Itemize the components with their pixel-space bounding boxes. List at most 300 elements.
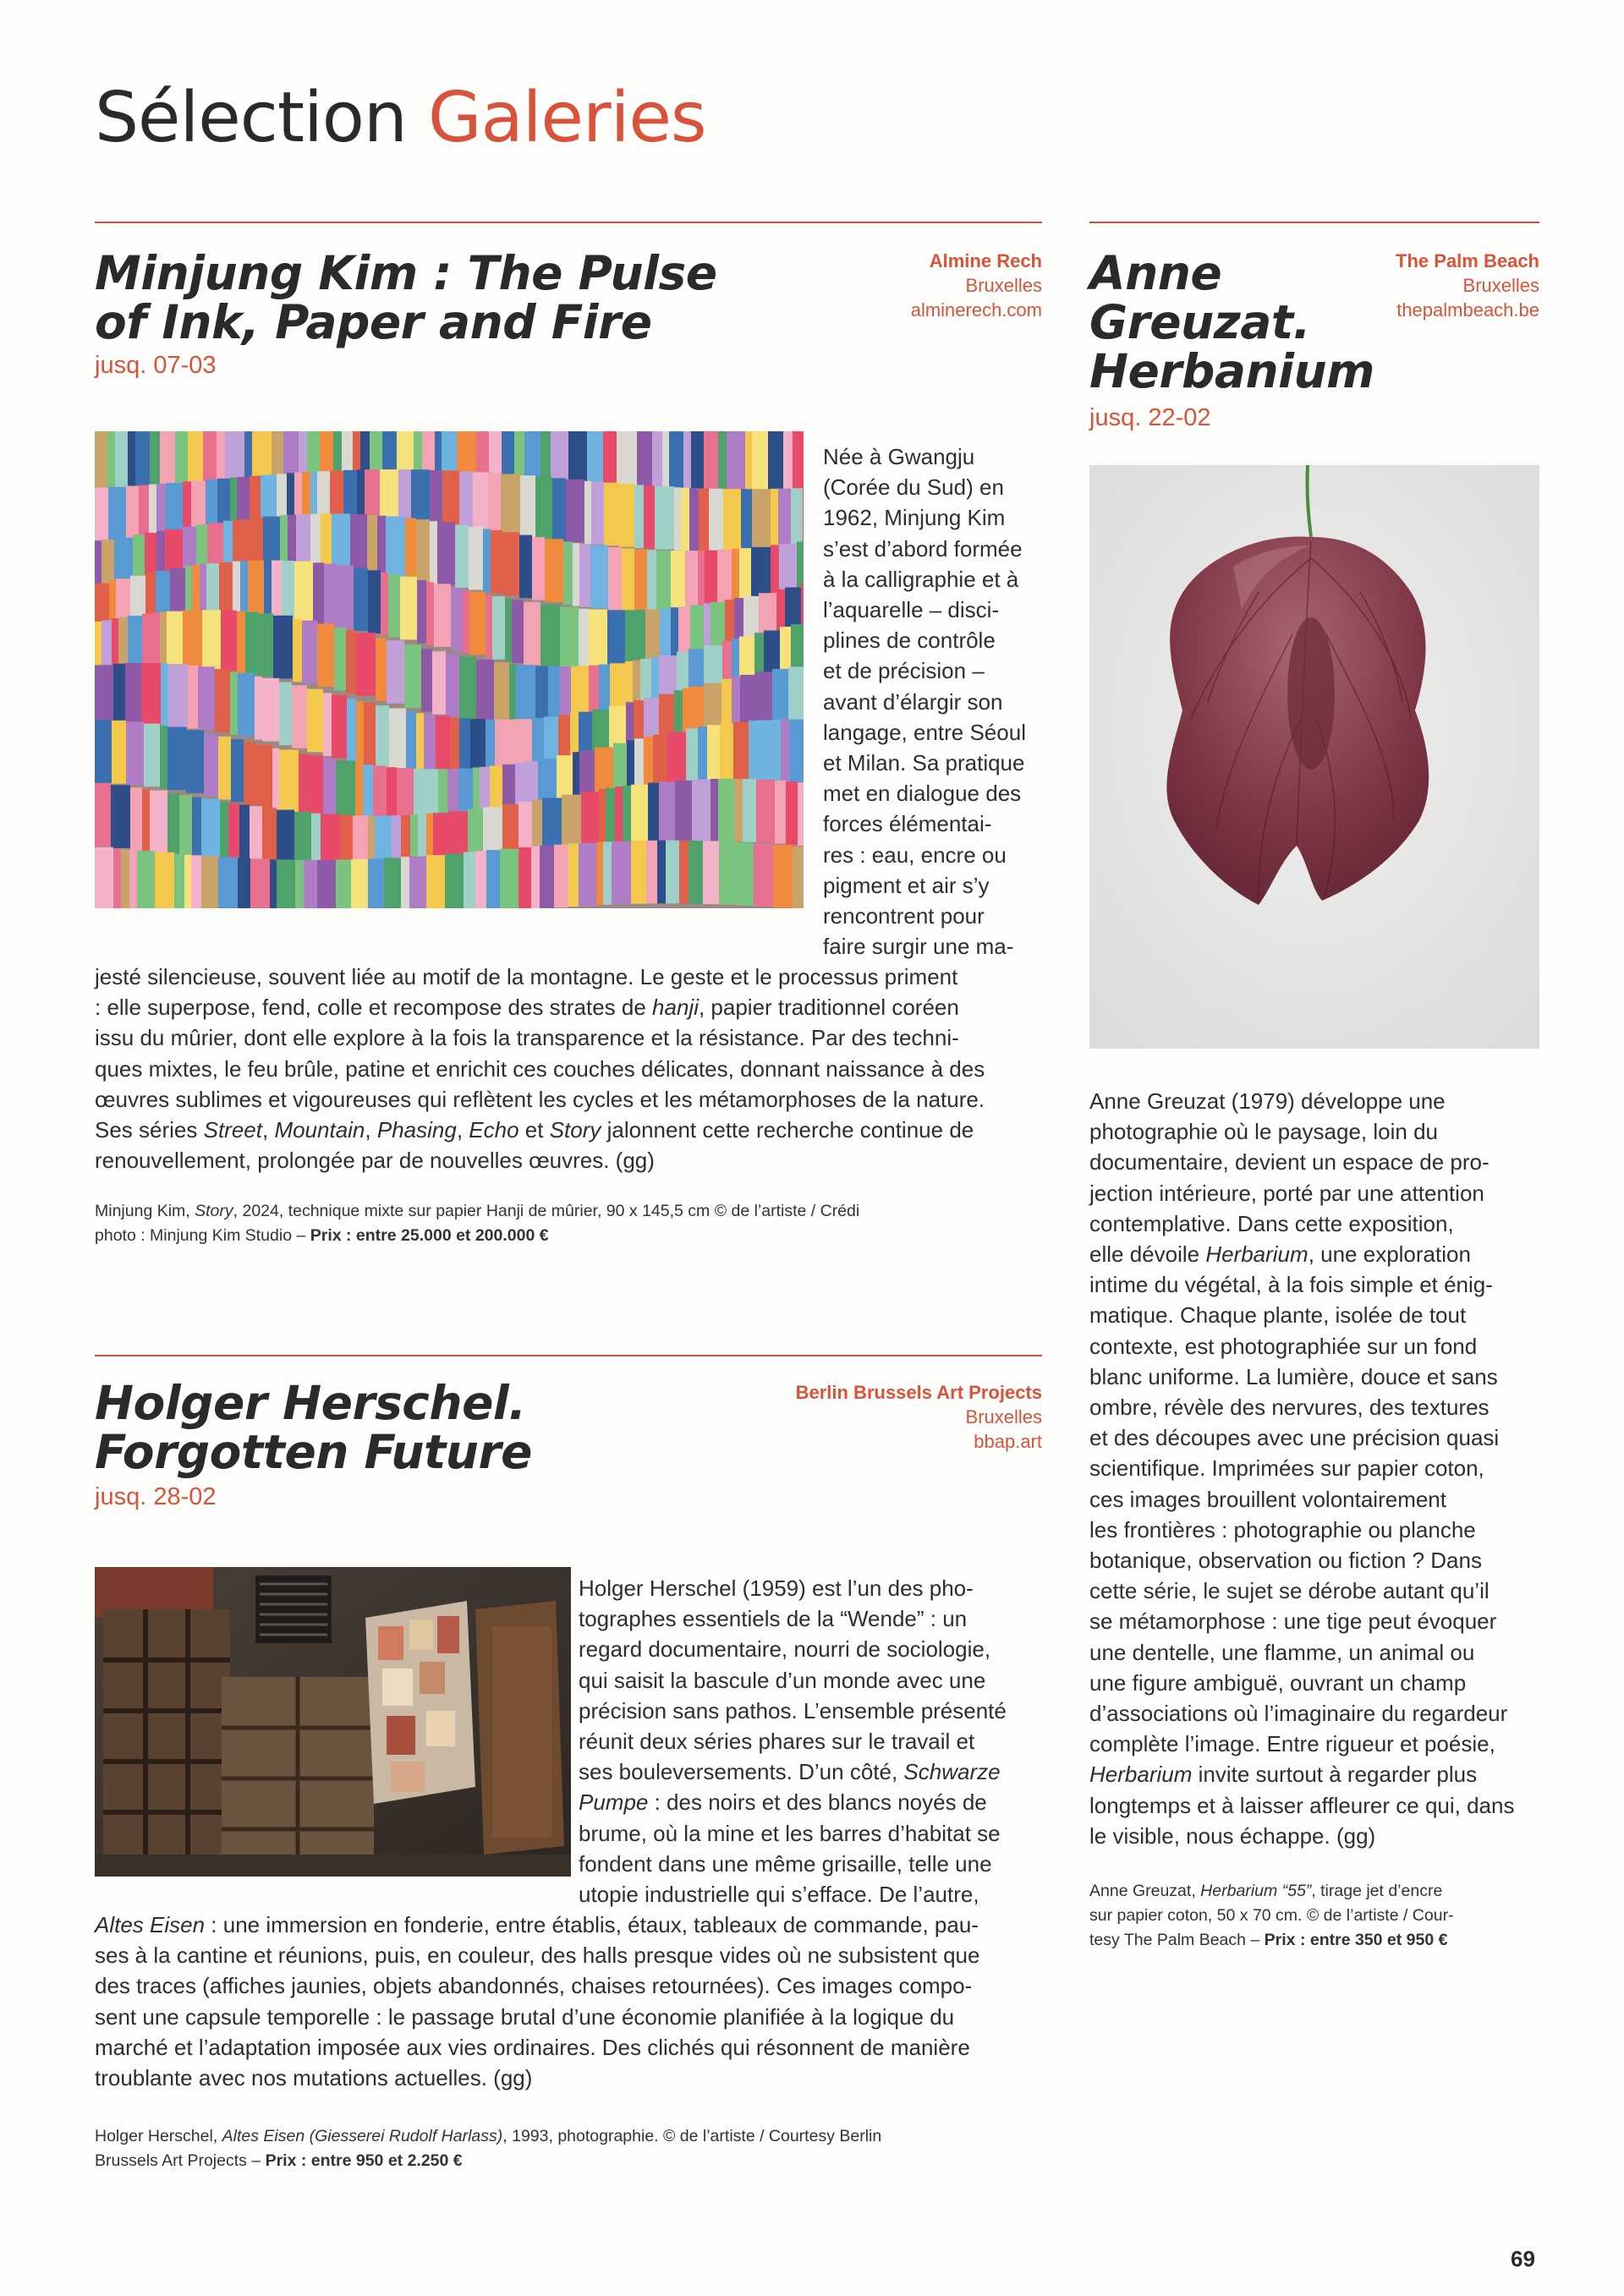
artwork-strip bbox=[768, 431, 783, 490]
artwork-strip bbox=[756, 721, 774, 784]
text-line: des traces (affiches jaunies, objets abandonnés, chaises retournées). Ces images compo- bbox=[95, 1973, 973, 1999]
article-title bbox=[95, 1378, 532, 1477]
artwork-strip bbox=[475, 851, 486, 908]
artwork-strip bbox=[518, 847, 531, 908]
artwork-strip bbox=[220, 802, 228, 865]
artwork-strip bbox=[201, 798, 220, 862]
artwork-strip bbox=[505, 599, 512, 662]
text-line: botanique, observation ou fiction ? Dans bbox=[1089, 1548, 1482, 1574]
artwork-strip bbox=[376, 705, 389, 769]
artwork-strip bbox=[292, 685, 307, 748]
artwork-strip bbox=[727, 431, 745, 490]
artwork-strip bbox=[215, 669, 230, 732]
artwork-strip bbox=[743, 779, 756, 842]
artwork-strip bbox=[634, 549, 647, 612]
text-line: jection intérieure, porté par une attention bbox=[1089, 1180, 1484, 1206]
artwork-strip bbox=[167, 793, 179, 857]
artwork-strip bbox=[540, 605, 560, 668]
gallery-city: Bruxelles bbox=[965, 275, 1042, 296]
artwork-strip bbox=[160, 726, 167, 789]
artwork-strip bbox=[142, 789, 150, 852]
gallery-name: The Palm Beach bbox=[1396, 250, 1539, 271]
text-line: ques mixtes, le feu brûle, patine et enrichit ces couches délicates, donnant naissance à des bbox=[95, 1055, 985, 1082]
artwork-strip bbox=[367, 515, 377, 578]
artwork-strip bbox=[317, 860, 336, 908]
artwork-strip bbox=[689, 488, 699, 551]
page-title-part1: Sélection bbox=[95, 78, 407, 158]
page-title-part2: Galeries bbox=[427, 78, 706, 158]
artwork-strip bbox=[313, 562, 324, 626]
artwork-strip bbox=[347, 699, 356, 762]
artwork-strip bbox=[294, 562, 313, 625]
image-caption: Holger Herschel, Altes Eisen (Giesserei Rudolf Harlass), 1993, photographie. © de l’artiste / Courtesy Berlin Brussels Art Projects – Prix : entre 950 et 2.250 € bbox=[95, 2127, 882, 2170]
page-title bbox=[95, 78, 706, 158]
artwork-strip bbox=[184, 855, 191, 908]
artwork-strip bbox=[512, 600, 524, 663]
artwork-strip bbox=[95, 847, 113, 908]
artwork-strip bbox=[416, 519, 430, 583]
artwork-strip bbox=[749, 721, 756, 784]
artwork-strip bbox=[160, 431, 175, 490]
artwork-strip bbox=[324, 564, 337, 627]
text-line: jesté silencieuse, souvent liée au motif de la montagne. Le geste et le processus priment bbox=[95, 964, 958, 989]
artwork-strip bbox=[426, 582, 434, 645]
artwork-strip bbox=[723, 489, 741, 552]
text-line: rencontrent pour bbox=[823, 903, 985, 929]
artwork-strip bbox=[421, 649, 432, 712]
text-line: issu du mûrier, dont elle explore à la fois la transparence et la résistance. Par des techni- bbox=[95, 1025, 959, 1051]
artwork-strip bbox=[404, 644, 421, 708]
artwork-strip bbox=[262, 678, 279, 742]
artwork-strip bbox=[803, 488, 804, 551]
artwork-image-minjung-kim bbox=[95, 431, 804, 908]
artwork-strip bbox=[356, 701, 364, 764]
artwork-strip bbox=[256, 745, 272, 808]
artwork-strip bbox=[568, 843, 579, 907]
artwork-strip bbox=[430, 521, 437, 584]
artwork-strip bbox=[384, 858, 401, 908]
artwork-strip bbox=[634, 485, 644, 548]
text-line: ses bouleversements. D’un côté, Schwarze bbox=[579, 1759, 1001, 1785]
artwork-image-holger-herschel bbox=[95, 1567, 571, 1877]
artwork-strip bbox=[426, 855, 445, 908]
artwork-strip bbox=[368, 858, 384, 908]
article-title bbox=[95, 246, 717, 349]
text-line: avant d’élargir son bbox=[823, 688, 1003, 715]
text-line: contemplative. Dans cette exposition, bbox=[1089, 1210, 1454, 1236]
artwork-strip bbox=[675, 781, 692, 844]
artwork-strip bbox=[520, 475, 535, 539]
artwork-strip bbox=[354, 568, 368, 632]
artwork-strip bbox=[563, 542, 573, 606]
artwork-strip bbox=[459, 657, 476, 721]
artwork-strip bbox=[554, 845, 568, 908]
artwork-strip bbox=[202, 610, 221, 673]
text-line: troublante avec nos mutations actuelles. (gg) bbox=[95, 2065, 533, 2091]
artwork-strip bbox=[699, 488, 709, 551]
artwork-strip bbox=[579, 544, 590, 607]
gallery-info bbox=[788, 249, 1042, 322]
artwork-strip bbox=[204, 733, 218, 797]
artwork-strip bbox=[775, 781, 786, 844]
gallery-info bbox=[1286, 249, 1539, 322]
artwork-strip bbox=[596, 842, 603, 906]
artwork-strip bbox=[437, 522, 455, 585]
artwork-strip bbox=[756, 780, 775, 843]
artwork-strip bbox=[509, 664, 516, 727]
gallery-url[interactable]: thepalmbeach.be bbox=[1396, 299, 1539, 321]
text-line: regard documentaire, nourri de sociologie, bbox=[579, 1636, 991, 1663]
text-line: langage, entre Séoul bbox=[823, 719, 1026, 745]
artwork-strip bbox=[545, 539, 563, 602]
artwork-strip bbox=[483, 529, 491, 593]
text-line: l’aquarelle – disci- bbox=[823, 597, 1000, 623]
artwork-strip bbox=[671, 551, 685, 614]
text-line: contexte, est photographiée sur un fond bbox=[1089, 1333, 1478, 1359]
artwork-strip bbox=[781, 720, 789, 783]
artwork-strip bbox=[351, 859, 368, 908]
article-body bbox=[823, 441, 1060, 962]
artwork-strip bbox=[560, 607, 579, 671]
article-title-line: Greuzat. bbox=[1089, 295, 1311, 349]
gallery-name: Berlin Brussels Art Projects bbox=[795, 1382, 1042, 1403]
artwork-strip bbox=[228, 803, 239, 867]
artwork-strip bbox=[603, 431, 617, 490]
text-line: plines de contrôle bbox=[823, 627, 996, 654]
artwork-strip bbox=[615, 786, 623, 850]
artwork-strip bbox=[492, 596, 505, 660]
artwork-strip bbox=[463, 590, 469, 654]
artwork-strip bbox=[783, 431, 793, 490]
artwork-strip bbox=[317, 623, 334, 687]
artwork-strip bbox=[161, 663, 168, 726]
artwork-strip bbox=[279, 682, 292, 746]
text-line: : elle superpose, fend, colle et recompose des strates de hanji, papier traditionnel coréen bbox=[95, 995, 959, 1021]
artwork-strip bbox=[540, 846, 554, 908]
artwork-strip bbox=[648, 783, 659, 847]
section-divider bbox=[95, 1355, 1042, 1356]
artwork-strip bbox=[386, 517, 405, 580]
artwork-strip bbox=[531, 847, 540, 908]
gallery-city: Bruxelles bbox=[1462, 275, 1539, 296]
artwork-strip bbox=[277, 860, 295, 908]
artwork-strip bbox=[155, 852, 174, 908]
price: Prix : entre 350 et 950 € bbox=[1264, 1931, 1448, 1949]
text-line: précision sans pathos. L’ensemble présenté bbox=[579, 1697, 1007, 1723]
artwork-strip bbox=[752, 431, 768, 490]
artwork-strip bbox=[150, 791, 167, 854]
text-line: marché et l’adaptation imposée aux vies ordinaires. Des clichés qui résonnent de manière bbox=[95, 2034, 970, 2060]
text-line: matique. Chaque plante, isolée de tout bbox=[1089, 1302, 1467, 1329]
text-line: les frontières : photographie ou planche bbox=[1089, 1516, 1476, 1543]
artwork-strip bbox=[786, 781, 798, 845]
artwork-strip bbox=[647, 550, 656, 613]
text-line: ses à la cantine et réunions, puis, en couleur, des halls presque vides où ne subsistent que bbox=[95, 1943, 980, 1969]
artwork-strip bbox=[573, 543, 579, 606]
artwork-strip bbox=[741, 489, 752, 552]
text-line: Pumpe : des noirs et des blancs noyés de bbox=[579, 1789, 987, 1816]
price: Prix : entre 25.000 et 200.000 € bbox=[310, 1226, 549, 1245]
artwork-strip bbox=[218, 737, 231, 800]
artwork-strip bbox=[174, 854, 184, 908]
artwork-strip bbox=[771, 489, 778, 552]
text-line: met en dialogue des bbox=[823, 781, 1022, 807]
text-line: Holger Herschel (1959) est l’un des pho- bbox=[579, 1575, 974, 1601]
artwork-strip bbox=[464, 852, 475, 908]
image-caption: Anne Greuzat, Herbarium “55”, tirage jet d’encre sur papier coton, 50 x 70 cm. © de l’artiste / Cour- tesy The Palm Beach – Prix : entre 350 et 950 € bbox=[1089, 1882, 1454, 1949]
artwork-strip bbox=[141, 663, 161, 726]
artwork-strip bbox=[532, 537, 545, 600]
artwork-strip bbox=[623, 786, 631, 849]
artwork-strip bbox=[250, 859, 270, 908]
artwork-strip bbox=[622, 548, 634, 611]
artwork-strip bbox=[244, 742, 256, 805]
artwork-strip bbox=[652, 431, 662, 490]
artwork-strip bbox=[679, 841, 689, 904]
artwork-strip bbox=[501, 474, 520, 537]
artwork-strip bbox=[793, 847, 804, 908]
artwork-strip bbox=[273, 616, 293, 679]
article-title-line: of Ink, Paper and Fire bbox=[95, 295, 652, 349]
artwork-strip bbox=[469, 527, 483, 590]
artwork-strip bbox=[323, 759, 336, 822]
artwork-strip bbox=[368, 570, 381, 633]
article-title-line: Anne bbox=[1089, 246, 1222, 300]
artwork-strip bbox=[524, 602, 540, 666]
artwork-strip bbox=[603, 841, 612, 905]
article-title-line: Herbanium bbox=[1089, 344, 1374, 398]
artwork-strip bbox=[591, 481, 604, 545]
text-line: s’est d’abord formée bbox=[823, 535, 1023, 562]
artwork-strip bbox=[502, 532, 519, 595]
text-line: à la calligraphie et à bbox=[823, 566, 1019, 592]
artwork-strip bbox=[655, 486, 674, 550]
artwork-image-anne-greuzat bbox=[1089, 465, 1539, 1049]
artwork-strip bbox=[674, 487, 681, 551]
text-line: blanc uniforme. La lumière, douce et sans bbox=[1089, 1363, 1498, 1389]
artwork-strip bbox=[566, 479, 584, 543]
artwork-strip bbox=[417, 580, 426, 644]
artwork-strip bbox=[698, 551, 705, 614]
gallery-url[interactable]: alminerech.com bbox=[910, 299, 1042, 321]
artwork-strip bbox=[255, 677, 262, 740]
text-line: qui saisit la bascule d’un monde avec une bbox=[579, 1667, 986, 1693]
artwork-strip bbox=[434, 584, 451, 647]
gallery-name: Almine Rech bbox=[929, 250, 1042, 271]
artwork-strip bbox=[774, 720, 781, 783]
artwork-strip bbox=[221, 611, 237, 674]
artwork-strip bbox=[590, 545, 608, 609]
article-body-continued bbox=[95, 962, 1051, 1175]
artwork-strip bbox=[579, 843, 596, 907]
artwork-strip bbox=[793, 431, 801, 490]
artwork-strip bbox=[681, 488, 689, 551]
text-line: et de précision – bbox=[823, 658, 985, 684]
artwork-strip bbox=[745, 431, 752, 490]
artwork-strip bbox=[299, 753, 306, 817]
text-line: scientifique. Imprimées sur papier coton, bbox=[1089, 1455, 1484, 1482]
artwork-strip bbox=[718, 431, 727, 490]
artwork-strip bbox=[666, 841, 679, 904]
artwork-strip bbox=[773, 845, 793, 908]
artwork-strip bbox=[552, 478, 566, 541]
artwork-strip bbox=[778, 489, 791, 552]
artwork-strip bbox=[231, 739, 244, 803]
artwork-strip bbox=[718, 779, 734, 842]
artwork-strip bbox=[186, 730, 204, 793]
artwork-strip bbox=[306, 755, 323, 819]
artwork-strip bbox=[238, 673, 255, 737]
artwork-strip bbox=[704, 431, 718, 490]
artwork-strip bbox=[644, 485, 655, 549]
artwork-strip bbox=[424, 715, 436, 778]
artwork-strip bbox=[175, 431, 188, 490]
article-body-continued bbox=[95, 1910, 1051, 2093]
artwork-strip bbox=[400, 577, 417, 640]
text-line: photographie où le paysage, loin du bbox=[1089, 1119, 1438, 1145]
artwork-strip bbox=[587, 431, 603, 490]
text-line: cette série, le sujet se dérobe autant qu’il bbox=[1089, 1578, 1490, 1604]
artwork-strip bbox=[295, 860, 304, 908]
artwork-strip bbox=[230, 671, 238, 735]
artwork-strip bbox=[409, 857, 426, 908]
artwork-strip bbox=[125, 663, 141, 726]
exhibition-date: jusq. 22-02 bbox=[1089, 404, 1211, 431]
text-line: pigment et air s’y bbox=[823, 872, 990, 898]
artwork-strip bbox=[218, 858, 238, 908]
artwork-strip bbox=[126, 721, 144, 785]
text-line: Herbarium invite surtout à regarder plus bbox=[1089, 1762, 1478, 1788]
section-divider bbox=[95, 222, 1042, 223]
artwork-strip bbox=[128, 431, 135, 490]
text-line: sent une capsule temporelle : le passage brutal d’une économie planifiée à la logique du bbox=[95, 2003, 955, 2030]
artwork-strip bbox=[387, 640, 404, 704]
article-body bbox=[579, 1573, 1052, 1910]
artwork-strip bbox=[323, 693, 332, 756]
artwork-strip bbox=[113, 664, 125, 727]
artwork-strip bbox=[646, 841, 657, 904]
artwork-strip bbox=[188, 431, 203, 490]
artwork-strip bbox=[789, 720, 804, 783]
artwork-strip bbox=[304, 860, 317, 908]
artwork-strip bbox=[631, 841, 639, 904]
artwork-strip bbox=[389, 709, 406, 772]
text-line: complète l’image. Entre rigueur et poésie, bbox=[1089, 1731, 1495, 1757]
artwork-strip bbox=[356, 633, 376, 696]
artwork-strip bbox=[388, 574, 400, 638]
text-line: ombre, révèle des nervures, des textures bbox=[1089, 1395, 1490, 1421]
article-body bbox=[1089, 1086, 1546, 1851]
artwork-strip bbox=[617, 431, 628, 490]
text-line: brume, où la mine et les barres d’habitat se bbox=[579, 1820, 1001, 1846]
text-line: réunit deux séries phares sur le travail et bbox=[579, 1729, 975, 1755]
text-line: tographes essentiels de la “Wende” : un bbox=[579, 1606, 968, 1632]
artwork-strip bbox=[486, 850, 500, 908]
artwork-strip bbox=[279, 749, 299, 813]
artwork-strip bbox=[121, 849, 129, 908]
artwork-strip bbox=[754, 843, 773, 907]
artwork-strip bbox=[111, 785, 130, 848]
artwork-strip bbox=[336, 860, 351, 908]
artwork-strip bbox=[486, 595, 492, 659]
text-line: Née à Gwangju bbox=[823, 444, 975, 469]
artwork-strip bbox=[270, 859, 277, 908]
text-line: forces élémentai- bbox=[823, 811, 992, 837]
text-line: 1962, Minjung Kim bbox=[823, 505, 1006, 531]
text-line: et des découpes avec une précision quasi bbox=[1089, 1425, 1500, 1451]
artwork-strip bbox=[619, 484, 634, 547]
artwork-strip bbox=[405, 518, 416, 582]
article-title-line: Minjung Kim : The Pulse bbox=[95, 246, 717, 300]
artwork-strip bbox=[752, 489, 771, 552]
artwork-strip bbox=[95, 783, 111, 847]
artwork-strip bbox=[709, 489, 723, 552]
artwork-strip bbox=[734, 779, 743, 842]
artwork-strip bbox=[432, 651, 446, 715]
gallery-info bbox=[704, 1380, 1042, 1454]
artwork-strip bbox=[282, 561, 294, 624]
artwork-strip bbox=[332, 695, 347, 759]
artwork-strip bbox=[302, 621, 317, 684]
artwork-strip bbox=[137, 851, 155, 908]
text-line: faire surgir une ma- bbox=[823, 934, 1014, 960]
artwork-strip bbox=[198, 666, 215, 730]
artwork-strip bbox=[191, 855, 201, 908]
artwork-strip bbox=[293, 619, 302, 682]
text-line: se métamorphose : une tige peut évoquer bbox=[1089, 1608, 1497, 1635]
text-line: une figure ambiguë, ouvrant un champ bbox=[1089, 1669, 1467, 1696]
artwork-strip bbox=[631, 785, 648, 848]
text-line: Anne Greuzat (1979) développe une bbox=[1089, 1088, 1446, 1114]
artwork-strip bbox=[445, 853, 464, 908]
artwork-strip bbox=[604, 483, 619, 546]
artwork-strip bbox=[494, 662, 509, 726]
text-line: utopie industrielle qui s’efface. De l’autre, bbox=[579, 1882, 979, 1908]
artwork-strip bbox=[685, 551, 698, 614]
artwork-strip bbox=[272, 748, 279, 812]
artwork-strip bbox=[657, 841, 666, 904]
artwork-strip bbox=[188, 666, 198, 729]
artwork-strip bbox=[488, 473, 501, 536]
text-line: Ses séries Street, Mountain, Phasing, Echo et Story jalonnent cette recherche continue de bbox=[95, 1117, 974, 1143]
artwork-strip bbox=[738, 842, 754, 906]
artwork-strip bbox=[337, 566, 354, 629]
artwork-strip bbox=[637, 431, 652, 490]
text-line: documentaire, devient un espace de pro- bbox=[1089, 1149, 1490, 1175]
artwork-strip bbox=[691, 431, 704, 490]
artwork-strip bbox=[135, 431, 150, 490]
artwork-strip bbox=[451, 588, 463, 651]
artwork-strip bbox=[720, 723, 733, 786]
artwork-strip bbox=[500, 849, 518, 908]
artwork-strip bbox=[259, 613, 273, 677]
text-line: (Corée du Sud) en bbox=[823, 474, 1004, 501]
artwork-strip bbox=[95, 720, 112, 783]
image-caption: Minjung Kim, Story, 2024, technique mixte sur papier Hanji de mûrier, 90 x 145,5 cm © de l’artiste / Crédi photo : Minjung Kim Studio – Prix : entre 25.000 et 200.000 € bbox=[95, 1202, 860, 1245]
artwork-strip bbox=[476, 660, 494, 723]
text-line: une dentelle, une flamme, un animal ou bbox=[1089, 1639, 1475, 1665]
artwork-strip bbox=[455, 524, 469, 588]
artwork-strip bbox=[377, 516, 386, 579]
text-line: et Milan. Sa pratique bbox=[823, 750, 1025, 776]
gallery-url[interactable]: bbap.art bbox=[974, 1431, 1042, 1452]
artwork-strip bbox=[659, 781, 675, 845]
artwork-strip bbox=[612, 841, 631, 905]
artwork-strip bbox=[401, 857, 409, 908]
artwork-strip bbox=[346, 630, 356, 693]
artwork-strip bbox=[179, 795, 192, 858]
artwork-strip bbox=[167, 727, 186, 791]
